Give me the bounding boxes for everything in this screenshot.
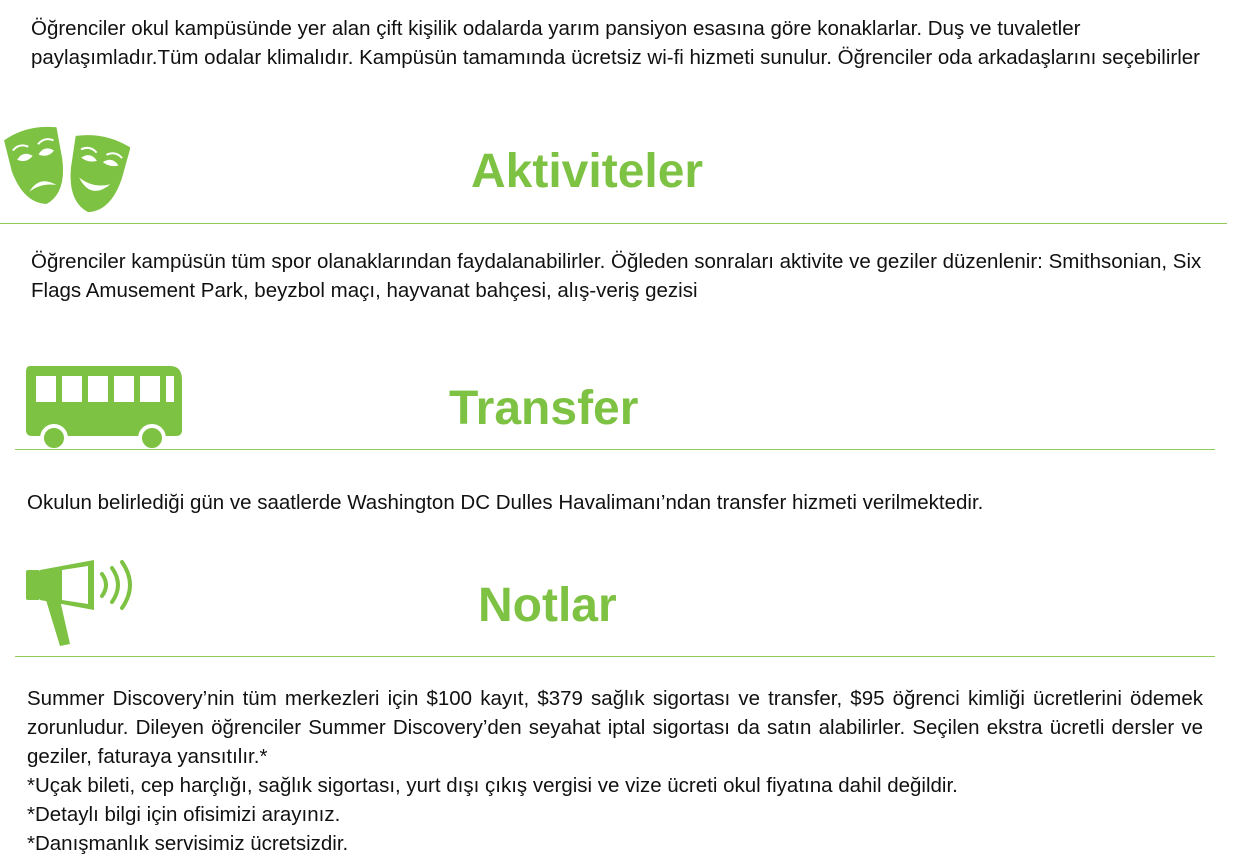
section-heading-activities: Aktiviteler <box>471 145 704 198</box>
intro-paragraph: Öğrenciler okul kampüsünde yer alan çift kişilik odalarda yarım pansiyon esasına göre konaklarlar. Duş ve tuvaletler paylaşımladır.Tüm odalar klimalıdır. Kampüsün tamamında ücretsiz wi-fi hizmeti sunulur. Öğrenciler oda arkadaşlarını seçebilirler <box>31 17 1200 69</box>
notes-item: *Danışmanlık servisimiz ücretsizdir. <box>27 832 349 855</box>
bus-icon <box>24 364 186 450</box>
notes-item: *Uçak bileti, cep harçlığı, sağlık sigortası, yurt dışı çıkış vergisi ve vize ücreti okul fiyatına dahil değildir. <box>27 774 958 797</box>
transfer-paragraph: Okulun belirlediği gün ve saatlerde Washington DC Dulles Havalimanı’ndan transfer hizmeti verilmektedir. <box>27 491 984 514</box>
notes-item: *Detaylı bilgi için ofisimizi arayınız. <box>27 803 341 826</box>
megaphone-icon <box>24 560 144 648</box>
section-divider <box>15 449 1215 450</box>
notes-paragraph: Summer Discovery’nin tüm merkezleri için $100 kayıt, $379 sağlık sigortası ve transfer, $95 öğrenci kimliği ücretlerini ödemek zorunludur. Dileyen öğrenciler Summer Discovery’den seyahat iptal sigortası da satın alabilirler. Seçilen ekstra ücretli dersler ve geziler, faturaya yansıtılır.* <box>27 687 1203 768</box>
section-divider <box>0 223 1227 224</box>
section-divider <box>15 656 1215 657</box>
section-heading-transfer: Transfer <box>449 382 639 435</box>
theater-masks-icon <box>4 125 130 217</box>
activities-paragraph: Öğrenciler kampüsün tüm spor olanaklarından faydalanabilirler. Öğleden sonraları aktivite ve geziler düzenlenir: Smithsonian, Six Flags Amusement Park, beyzbol maçı, hayvanat bahçesi, alış-veriş gezisi <box>31 250 1202 302</box>
notes-body <box>27 684 1203 858</box>
section-heading-notes: Notlar <box>478 579 617 632</box>
